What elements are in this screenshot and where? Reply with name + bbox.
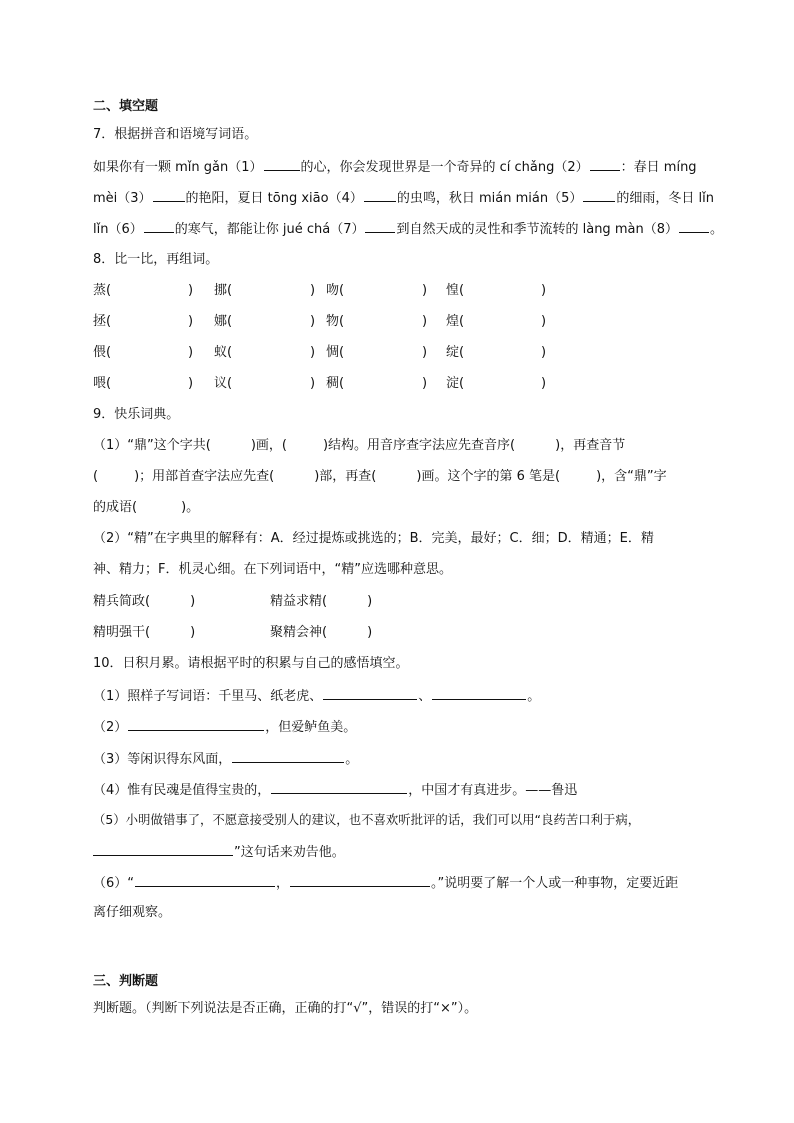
q9-p1-l2-b: )；用部首查字法应先查( xyxy=(134,469,275,484)
q8-char-cell[interactable] xyxy=(214,282,232,300)
q7-line1-text-b: 的心，你会发现世界是一个奇异的 cí chǎng（2） xyxy=(300,160,589,175)
q9-p1-l1-b: )画，( xyxy=(250,438,287,453)
q8-char: 蒸( xyxy=(93,283,112,298)
q9-item-word: 精益求精( xyxy=(270,594,328,609)
q7-blank-7[interactable] xyxy=(365,219,395,233)
q8-close-paren: ) xyxy=(310,376,316,391)
q7-line1 xyxy=(93,157,697,177)
q10-line6 xyxy=(93,873,678,893)
q8-close-paren: ) xyxy=(541,283,547,298)
q7-line1-text-c: ：春日 míng xyxy=(620,160,697,175)
q7-blank-6[interactable] xyxy=(144,219,174,233)
q8-char-cell[interactable] xyxy=(446,344,464,362)
q8-close-paren: ) xyxy=(422,283,428,298)
q8-char: 拯( xyxy=(93,314,112,329)
q9-item-word: 聚精会神( xyxy=(270,625,328,640)
q10-l3-a: （3）等闲识得东风面， xyxy=(93,752,232,767)
q7-line3 xyxy=(93,219,723,239)
q9-p1-l3-b: )。 xyxy=(181,500,200,515)
q8-close-paren: ) xyxy=(541,376,547,391)
q9-p2-line1: （2）“精”在字典里的解释有：A．经过提炼或挑选的；B．完美，最好；C．细；D．精通；E．精 xyxy=(93,531,654,546)
q7-line2-text-b: 的艳阳，夏日 tōng xiāo（4） xyxy=(185,191,363,206)
q7-blank-4[interactable] xyxy=(364,188,396,202)
q10-line5a: （5）小明做错事了，不愿意接受别人的建议，也不喜欢听批评的话，我们可以用“良药苦口利于病， xyxy=(93,812,641,827)
q10-l6-c: 。”说明要了解一个人或一种事物，定要近距 xyxy=(431,876,679,891)
q7-title: 7．根据拼音和语境写词语。 xyxy=(93,127,258,142)
q7-line2 xyxy=(93,188,714,208)
section-heading-fill-blank: 二、填空题 xyxy=(93,99,159,114)
q9-p1-l2-d: )画。这个字的第 6 笔是( xyxy=(416,469,561,484)
q9-item[interactable] xyxy=(93,593,195,611)
q7-line3-text-b: 的寒气，都能让你 jué chá（7） xyxy=(174,222,365,237)
q8-close-paren: ) xyxy=(541,345,547,360)
q10-blank[interactable] xyxy=(232,749,344,763)
section-heading-true-false: 三、判断题 xyxy=(93,974,159,989)
q9-p1-l3-a: 的成语( xyxy=(93,500,138,515)
true-false-instruction: 判断题。（判断下列说法是否正确，正确的打“√”，错误的打“×”）。 xyxy=(93,1001,478,1016)
q7-line3-text-d: 。 xyxy=(709,222,723,237)
q10-l6-b: ， xyxy=(276,876,290,891)
q9-p1-l1-d: )，再查音节 xyxy=(555,438,626,453)
q10-line2 xyxy=(93,717,356,737)
q9-p1-l1-c: )结构。用音序查字法应先查音序( xyxy=(322,438,516,453)
q8-char: 淀( xyxy=(446,376,465,391)
q9-title: 9．快乐词典。 xyxy=(93,407,180,422)
q8-close-paren: ) xyxy=(541,314,547,329)
q10-l1-b: 、 xyxy=(418,689,432,704)
q7-line3-text-c: 到自然天成的灵性和季节流转的 làng màn（8） xyxy=(396,222,678,237)
q8-close-paren: ) xyxy=(422,376,428,391)
q9-p1-l2-a: ( xyxy=(93,469,99,484)
q8-char-cell[interactable] xyxy=(326,313,344,331)
q8-close-paren: ) xyxy=(310,283,316,298)
q10-l2-b: ，但爱鲈鱼美。 xyxy=(265,720,357,735)
q9-p1-line2 xyxy=(93,468,667,486)
q8-char-cell[interactable] xyxy=(446,313,464,331)
q8-char: 议( xyxy=(214,376,233,391)
q8-close-paren: ) xyxy=(422,314,428,329)
q8-char-cell[interactable] xyxy=(446,282,464,300)
q10-l4-a: （4）惟有民魂是值得宝贵的， xyxy=(93,783,271,798)
q7-blank-5[interactable] xyxy=(583,188,615,202)
q7-line2-text-c: 的虫鸣，秋日 mián mián（5） xyxy=(396,191,583,206)
q10-line3 xyxy=(93,749,358,769)
q9-p1-line3 xyxy=(93,499,199,517)
q10-blank[interactable] xyxy=(128,717,264,731)
q7-line1-text-a: 如果你有一颗 mǐn gǎn（1） xyxy=(93,160,263,175)
q8-close-paren: ) xyxy=(310,345,316,360)
q10-blank[interactable] xyxy=(135,873,275,887)
q8-char-cell[interactable] xyxy=(214,375,232,393)
q10-l5b-text: ”这句话来劝告他。 xyxy=(234,845,345,860)
q8-char-cell[interactable] xyxy=(214,344,232,362)
q8-char: 蚁( xyxy=(214,345,233,360)
q10-line1 xyxy=(93,686,540,706)
q8-char: 喂( xyxy=(93,376,112,391)
q10-l1-c: 。 xyxy=(527,689,541,704)
q8-close-paren: ) xyxy=(188,345,194,360)
q8-char-cell[interactable] xyxy=(93,313,111,331)
q7-blank-2[interactable] xyxy=(590,157,620,171)
q9-p1-l1-a: （1）“鼎”这个字共( xyxy=(93,438,211,453)
q8-char-cell[interactable] xyxy=(446,375,464,393)
q7-blank-3[interactable] xyxy=(153,188,185,202)
q9-item-close: ) xyxy=(190,594,196,609)
q9-p1-l2-e: )，含“鼎”字 xyxy=(596,469,667,484)
q8-close-paren: ) xyxy=(310,314,316,329)
q9-p1-line1 xyxy=(93,437,625,455)
q8-char-cell[interactable] xyxy=(326,375,344,393)
q9-item[interactable] xyxy=(270,593,372,611)
q8-char: 物( xyxy=(326,314,345,329)
q8-char: 惆( xyxy=(326,345,345,360)
q9-item-close: ) xyxy=(367,594,373,609)
q10-l1-a: （1）照样子写词语：千里马、纸老虎、 xyxy=(93,689,323,704)
q8-char: 惶( xyxy=(446,283,465,298)
q8-char-cell[interactable] xyxy=(93,344,111,362)
q8-char-cell[interactable] xyxy=(214,313,232,331)
q8-title: 8．比一比，再组词。 xyxy=(93,252,219,267)
q8-char: 挪( xyxy=(214,283,233,298)
q8-char-cell[interactable] xyxy=(93,282,111,300)
q10-blank[interactable] xyxy=(93,842,233,856)
q10-line6b: 离仔细观察。 xyxy=(93,905,172,920)
q7-line3-text-a: lǐn（6） xyxy=(93,222,143,237)
q8-close-paren: ) xyxy=(422,345,428,360)
q10-title: 10．日积月累。请根据平时的积累与自己的感悟填空。 xyxy=(93,656,409,671)
q8-char: 娜( xyxy=(214,314,233,329)
q10-line5b xyxy=(93,842,345,862)
q8-char: 煌( xyxy=(446,314,465,329)
q10-line4 xyxy=(93,780,577,800)
q8-close-paren: ) xyxy=(188,314,194,329)
q7-line2-text-d: 的细雨，冬日 lǐn xyxy=(616,191,714,206)
q10-l6-a: （6）“ xyxy=(93,876,135,891)
q9-item-word: 精明强干( xyxy=(93,625,151,640)
q8-char: 偎( xyxy=(93,345,112,360)
q10-l2-a: （2） xyxy=(93,720,128,735)
q8-char-cell[interactable] xyxy=(326,282,344,300)
q10-blank[interactable] xyxy=(323,686,417,700)
q8-close-paren: ) xyxy=(188,376,194,391)
q9-p1-l2-c: )部，再查( xyxy=(314,469,377,484)
q7-blank-1[interactable] xyxy=(264,157,300,171)
q7-blank-8[interactable] xyxy=(679,219,709,233)
q8-char: 绽( xyxy=(446,345,465,360)
q8-char: 稠( xyxy=(326,376,345,391)
q9-p2-line2: 神、精力；F．机灵心细。在下列词语中，“精”应选哪种意思。 xyxy=(93,562,452,577)
q10-l3-b: 。 xyxy=(345,752,359,767)
q8-char-cell[interactable] xyxy=(93,375,111,393)
q8-char: 吻( xyxy=(326,283,345,298)
q9-item[interactable] xyxy=(270,624,372,642)
q9-item-word: 精兵简政( xyxy=(93,594,151,609)
q8-close-paren: ) xyxy=(188,283,194,298)
q9-item-close: ) xyxy=(190,625,196,640)
q9-item[interactable] xyxy=(93,624,195,642)
q8-char-cell[interactable] xyxy=(326,344,344,362)
q10-blank[interactable] xyxy=(271,780,407,794)
q10-blank[interactable] xyxy=(432,686,526,700)
q10-blank[interactable] xyxy=(290,873,430,887)
q7-line2-text-a: mèi（3） xyxy=(93,191,152,206)
q10-l4-b: ，中国才有真进步。——鲁迅 xyxy=(408,783,578,798)
q9-item-close: ) xyxy=(367,625,373,640)
